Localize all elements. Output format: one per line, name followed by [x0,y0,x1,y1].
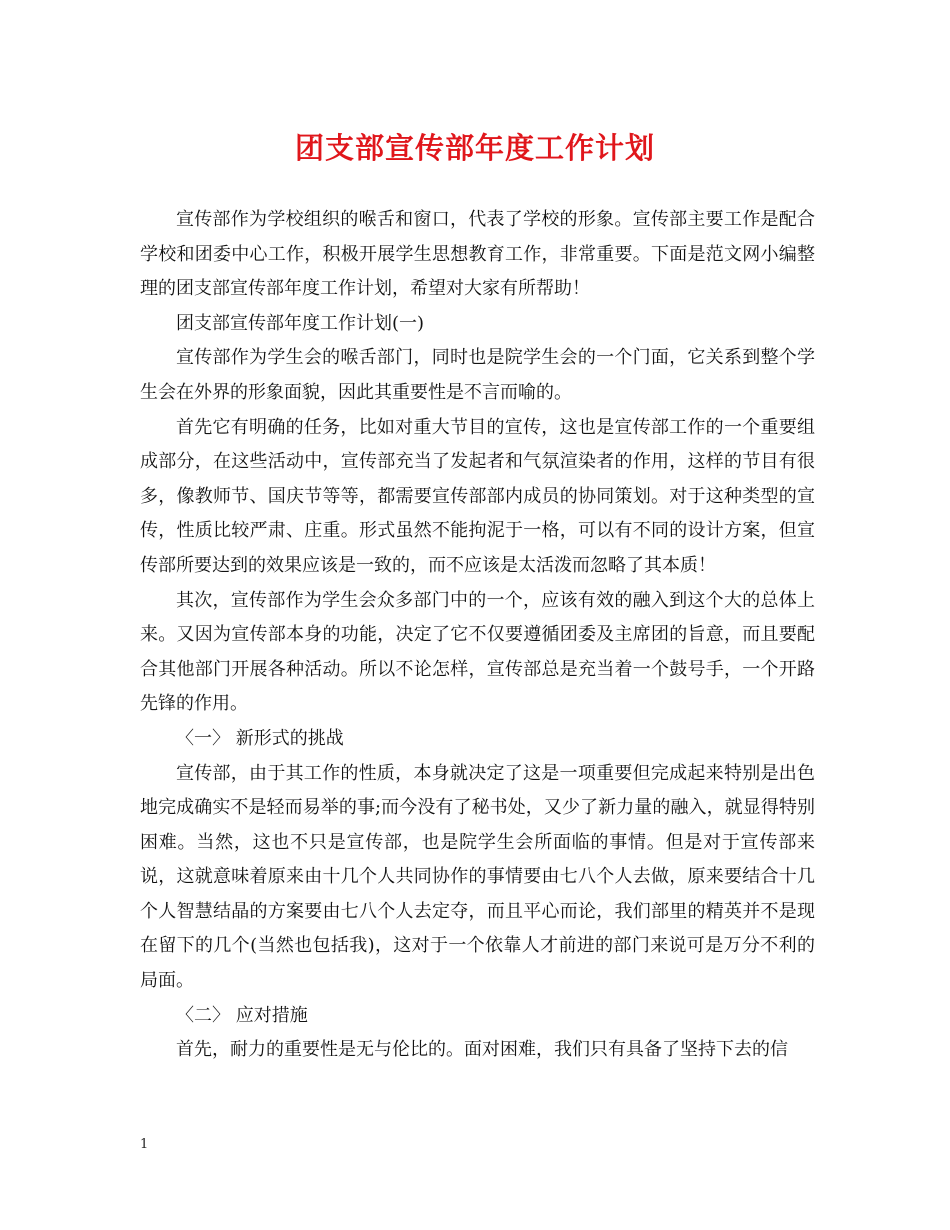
subheading-new-challenges: 〈一〉 新形式的挑战 [176,727,344,749]
intro-paragraph: 宣传部作为学校组织的喉舌和窗口，代表了学校的形象。宣传部主要工作是配合学校和团委中心工作，积极开展学生思想教育工作，非常重要。下面是范文网小编整理的团支部宣传部年度工作计划，希望对大家有所帮助！ [140,209,815,300]
section-heading-plan-one: 团支部宣传部年度工作计划(一) [176,312,425,334]
body-paragraph: 首先它有明确的任务，比如对重大节目的宣传，这也是宣传部工作的一个重要组成部分，在这些活动中，宣传部充当了发起者和气氛渲染者的作用，这样的节目有很多，像教师节、国庆节等等，都需要宣传部部内成员的协同策划。对于这种类型的宣传，性质比较严肃、庄重。形式虽然不能拘泥于一格，可以有不同的设计方案，但宣传部所要达到的效果应该是一致的，而不应该是太活泼而忽略了其本质！ [140,416,815,576]
body-paragraph: 宣传部，由于其工作的性质，本身就决定了这是一项重要但完成起来特别是出色地完成确实不是轻而易举的事;而今没有了秘书处，又少了新力量的融入，就显得特别困难。当然，这也不只是宣传部，也是院学生会所面临的事情。但是对于宣传部来说，这就意味着原来由十几个人共同协作的事情要由七八个人去做，原来要结合十几个人智慧结晶的方案要由七八个人去定夺，而且平心而论，我们部里的精英并不是现在留下的几个(当然也包括我)，这对于一个依靠人才前进的部门来说可是万分不利的局面。 [140,762,815,992]
document-title: 团支部宣传部年度工作计划 [294,131,655,165]
document-body [140,203,815,1068]
body-paragraph: 宣传部作为学生会的喉舌部门，同时也是院学生会的一个门面，它关系到整个学生会在外界的形象面貌，因此其重要性是不言而喻的。 [140,347,815,403]
page-number: 1 [140,1137,149,1152]
subheading-countermeasures: 〈二〉 应对措施 [176,1004,308,1026]
body-paragraph: 其次，宣传部作为学生会众多部门中的一个，应该有效的融入到这个大的总体上来。又因为宣传部本身的功能，决定了它不仅要遵循团委及主席团的旨意，而且要配合其他部门开展各种活动。所以不论怎样，宣传部总是充当着一个鼓号手，一个开路先锋的作用。 [140,589,815,715]
body-paragraph: 首先，耐力的重要性是无与伦比的。面对困难，我们只有具备了坚持下去的信 [176,1039,788,1061]
